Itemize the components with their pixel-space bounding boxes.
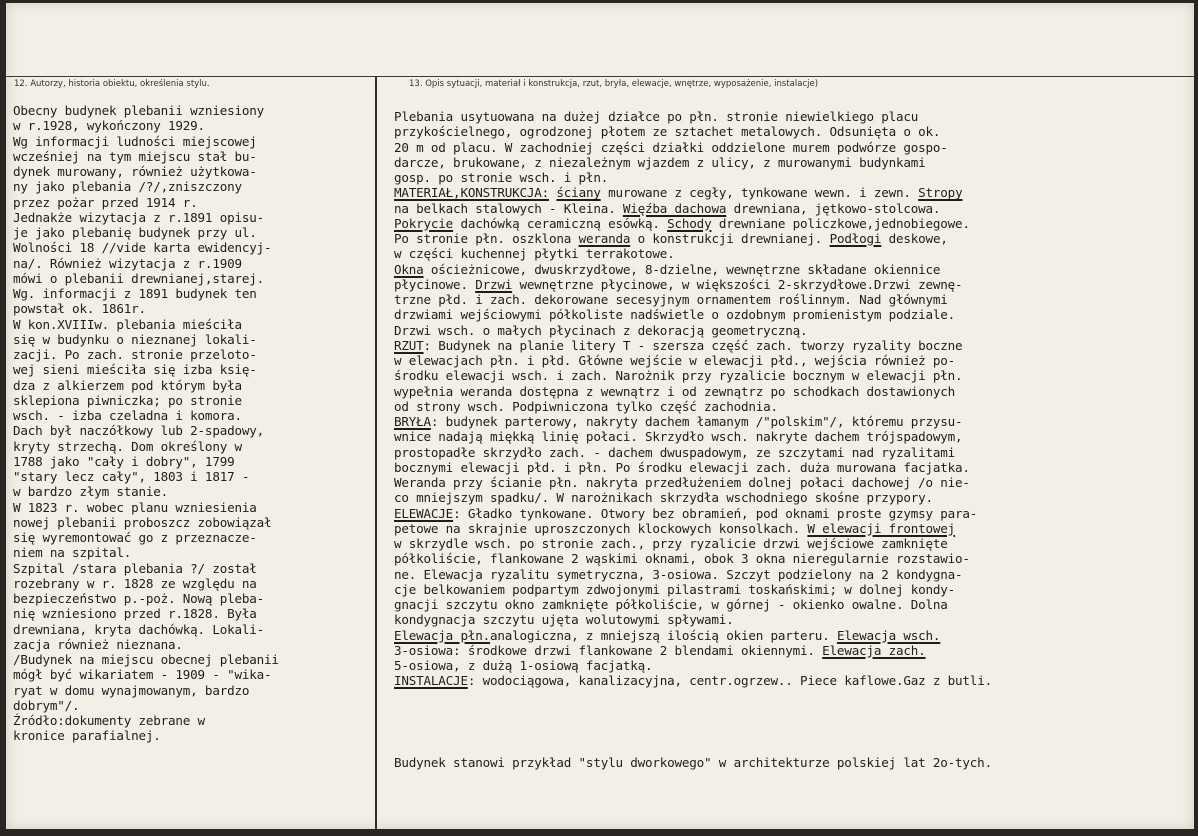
text-segment: drewniana, jętkowo-stolcowa. xyxy=(726,200,941,216)
history-line: /Budynek na miejscu obecnej plebanii xyxy=(13,652,279,667)
history-line: nię wzniesiono przed r.1828. Była xyxy=(13,606,257,622)
underlined-heading: W elewacji frontowej xyxy=(807,520,956,536)
description-line xyxy=(394,399,1189,414)
history-line: dynek murowany, również użytkowa- xyxy=(13,164,257,179)
description-line xyxy=(394,460,1189,475)
text-segment: Drzwi wsch. o małych płycinach z dekoracją geometryczną. xyxy=(394,322,808,338)
text-segment: : budynek parterowy, nakryty dachem łamanym /"polskim"/, któremu przysu- xyxy=(430,414,963,429)
description-line xyxy=(394,643,1189,658)
history-line: nowej plebanii proboszcz zobowiązał xyxy=(13,514,272,530)
text-segment: wewnętrzne płycinowe, w większości 2-skrzydłowe.Drzwi zewnę- xyxy=(512,276,963,292)
history-line: bezpieczeństwo p.-poż. Nową pleba- xyxy=(13,591,264,606)
text-segment: darcze, brukowane, z niezależnym wjazdem z ulicy, z murowanymi budynkami xyxy=(394,154,926,170)
description-line xyxy=(394,368,1189,383)
history-line: Wolności 18 //vide karta ewidencyj- xyxy=(13,240,272,256)
text-segment: dachówką ceramiczną esówką. xyxy=(453,215,668,231)
column-divider-line xyxy=(375,77,377,829)
history-line: Dach był naczółkowy lub 2-spadowy, xyxy=(13,423,264,439)
text-segment: : Gładko tynkowane. Otwory bez obramień, pod oknami proste gzymsy para- xyxy=(453,505,978,521)
history-line: ny jako plebania /?/,zniszczony xyxy=(13,179,242,195)
description-line xyxy=(394,536,1189,551)
history-line: 1788 jako "cały i dobry", 1799 xyxy=(13,453,235,469)
text-segment: o konstrukcji drewnianej. xyxy=(630,231,830,246)
description-line xyxy=(394,551,1189,566)
history-line: ryat w domu wynajmowanym, bardzo xyxy=(13,682,250,698)
description-line xyxy=(394,612,1189,627)
underlined-heading: RZUT xyxy=(394,337,424,353)
underlined-heading: Elewacja zach. xyxy=(822,642,926,658)
text-segment: Weranda przy ścianie płn. nakryta przedłużeniem dolnej połaci dachowej /o nie- xyxy=(394,475,970,490)
description-line xyxy=(394,658,1189,673)
description-line xyxy=(394,445,1189,460)
history-line: się w budynku o nieznanej lokali- xyxy=(13,331,257,347)
history-line: rozebrany w r. 1828 ze względu na xyxy=(13,575,257,591)
header-divider-line xyxy=(6,76,1194,77)
history-text-column xyxy=(13,103,373,744)
history-line: dza z alkierzem pod którym była xyxy=(13,377,242,393)
text-segment: 3-osiowa: środkowe drzwi flankowane 2 blendami okiennymi. xyxy=(394,642,823,658)
history-line: wsch. - izba czeladna i komora. xyxy=(13,408,242,423)
history-line: wej sieni mieściła się izba księ- xyxy=(13,362,257,378)
underlined-heading: Pokrycie xyxy=(394,215,454,231)
description-line xyxy=(394,338,1189,353)
text-segment: Plebania usytuowana na dużej działce po płn. stronie niewielkiego placu xyxy=(394,109,919,124)
history-line: je jako plebanię budynek przy ul. xyxy=(13,225,257,240)
text-segment: prostopadłe skrzydło zach. - dachem dwuspadowym, ze szczytami nad ryzalitami xyxy=(394,444,956,460)
history-line: dobrym"/. xyxy=(13,697,80,713)
history-line: Wg informacji ludności miejscowej xyxy=(13,133,257,149)
description-line xyxy=(394,155,1189,170)
history-line: przez pożar przed 1914 r. xyxy=(13,194,198,210)
text-segment: od strony wsch. Podpiwniczona tylko część zachodnia. xyxy=(394,398,778,414)
description-line xyxy=(394,170,1189,185)
description-line xyxy=(394,506,1189,521)
text-segment: : wodociągowa, kanalizacyjna, centr.ogrzew.. Piece kaflowe.Gaz z butli. xyxy=(467,673,992,689)
description-line xyxy=(394,124,1189,139)
underlined-heading: INSTALACJE xyxy=(394,673,468,689)
text-segment: wnice nadają miękką linię połaci. Skrzydło wsch. nakryte dachem trójspadowym, xyxy=(394,429,963,445)
text-segment: kondygnacja szczytu ujęta wolutowymi spływami. xyxy=(394,612,734,628)
underlined-heading: Więźba dachowa xyxy=(622,200,727,216)
text-segment: deskowe, xyxy=(881,231,948,246)
history-line: wcześniej na tym miejscu stał bu- xyxy=(13,148,257,164)
description-line xyxy=(394,353,1189,368)
history-line: Szpital /stara plebania ?/ został xyxy=(13,560,257,576)
description-line xyxy=(394,201,1189,216)
description-line xyxy=(394,475,1189,490)
history-line: powstał ok. 1861r. xyxy=(13,301,146,317)
underlined-heading: Drzwi xyxy=(475,276,513,292)
text-segment: Po stronie płn. oszklona xyxy=(394,231,579,246)
history-line: w bardzo złym stanie. xyxy=(13,484,169,500)
history-line: W 1823 r. wobec planu wzniesienia xyxy=(13,499,257,515)
text-segment: drewniane policzkowe,jednobiegowe. xyxy=(711,215,970,231)
text-segment: w części kuchennej płytki terrakotowe. xyxy=(394,246,675,262)
description-line xyxy=(394,216,1189,231)
right-section-header: 13. Opis sytuacji, materiał i konstrukcja, rzut, bryła, elewacje, wnętrze, wyposażenie, instalacje) xyxy=(409,79,819,89)
text-segment: gosp. po stronie wsch. i płn. xyxy=(394,170,609,185)
description-line xyxy=(394,414,1189,429)
history-line: Wg. informacji z 1891 budynek ten xyxy=(13,286,257,301)
underlined-heading: Schody xyxy=(667,215,712,231)
text-segment: : Budynek na planie litery T - szersza część zach. tworzy ryzality boczne xyxy=(423,337,963,353)
history-line: Źródło:dokumenty zebrane w xyxy=(13,713,205,728)
history-line: sklepiona piwniczka; po stronie xyxy=(13,392,242,408)
underlined-heading: ELEWACJE xyxy=(394,505,454,521)
history-line: niem na szpital. xyxy=(13,545,132,561)
underlined-heading: weranda xyxy=(578,231,631,246)
text-segment: płycinowe. xyxy=(394,276,476,292)
text-segment: gnacji szczytu okno zamknięte półkoliście, w górnej - okienko owalne. Dolna xyxy=(394,597,948,612)
text-segment: w skrzydle wsch. po stronie zach., przy ryzalicie drzwi wejściowe zamknięte xyxy=(394,536,948,551)
text-segment: wypełnia weranda dostępna z wewnątrz i od zewnątrz po schodkach dostawionych xyxy=(394,383,956,399)
text-segment: środku elewacji wsch. i zach. Narożnik przy ryzalicie bocznym w elewacji płn. xyxy=(394,368,963,384)
description-line xyxy=(394,109,1189,124)
history-line: W kon.XVIIIw. plebania mieściła xyxy=(13,316,242,332)
text-segment: drzwiami wejściowymi półkoliste nadświetle o ozdobnym promienistym podziale. xyxy=(394,307,956,323)
description-line xyxy=(394,521,1189,536)
text-segment: murowane z cegły, tynkowane wewn. i zewn. xyxy=(600,185,919,201)
text-segment: ne. Elewacja ryzalitu symetryczna, 3-osiowa. Szczyt podzielony na 2 kondygna- xyxy=(394,566,963,582)
history-line: kryty strzechą. Dom określony w xyxy=(13,438,242,454)
description-line xyxy=(394,185,1189,200)
history-line: "stary lecz cały", 1803 i 1817 - xyxy=(13,469,250,484)
text-segment: bocznymi elewacji płd. i płn. Po środku elewacji zach. duża murowana facjatka. xyxy=(394,459,970,475)
history-line: mówi o plebanii drewnianej,starej. xyxy=(13,270,264,286)
history-line: na/. Również wizytacja z r.1909 xyxy=(13,255,242,271)
history-line: zacji. Po zach. stronie przeloto- xyxy=(13,347,257,362)
description-line xyxy=(394,628,1189,643)
text-segment: przykościelnego, ogrodzonej płotem ze sztachet metalowych. Odsunięta o ok. xyxy=(394,124,941,140)
description-line xyxy=(394,429,1189,444)
text-segment: co mniejszym spadku/. W narożnikach skrzydła wschodniego skośne przypory. xyxy=(394,490,933,506)
text-segment: trzne płd. i zach. dekorowane secesyjnym ornamentem roślinnym. Nad głównymi xyxy=(394,292,948,307)
description-line xyxy=(394,567,1189,582)
text-segment: 5-osiowa, z dużą 1-osiową facjatką. xyxy=(394,658,653,673)
text-segment: w elewacjach płn. i płd. Główne wejście w elewacji płd., wejścia również po- xyxy=(394,353,956,368)
underlined-heading: BRYŁA xyxy=(394,414,431,429)
description-line xyxy=(394,262,1189,277)
description-line xyxy=(394,384,1189,399)
left-section-header: 12. Autorzy, historia obiektu, określenia stylu. xyxy=(14,79,210,89)
history-line: się wyremontować go z przeznacze- xyxy=(13,530,257,545)
description-line xyxy=(394,490,1189,505)
history-line: kronice parafialnej. xyxy=(13,728,161,744)
history-line: Jednakże wizytacja z r.1891 opisu- xyxy=(13,209,264,225)
history-line: mógł być wikariatem - 1909 - "wika- xyxy=(13,667,272,683)
description-line xyxy=(394,231,1189,246)
underlined-heading: Okna xyxy=(394,261,424,277)
description-line xyxy=(394,140,1189,155)
text-segment: cje belkowaniem podpartym zdwojonymi pilastrami toskańskimi; w dolnej kondy- xyxy=(394,581,956,597)
description-text-column xyxy=(394,109,1189,689)
description-line xyxy=(394,277,1189,292)
underlined-heading: ściany xyxy=(556,185,601,201)
underlined-heading: Podłogi xyxy=(829,231,882,246)
text-segment: analogiczna, z mniejszą ilością okien parteru. xyxy=(489,627,837,643)
description-line xyxy=(394,597,1189,612)
style-summary-text: Budynek stanowi przykład "stylu dworkowego" w architekturze polskiej lat 2o-tych. xyxy=(394,755,992,770)
history-line: Obecny budynek plebanii wzniesiony xyxy=(13,103,264,118)
archival-record-card xyxy=(6,3,1194,829)
text-segment: petowe na skrajnie uproszczonych klockowych konsolkach. xyxy=(394,520,808,536)
description-line xyxy=(394,307,1189,322)
description-line xyxy=(394,673,1189,688)
text-segment: na belkach stalowych - Kleina. xyxy=(394,200,623,216)
underlined-heading: MATERIAŁ,KONSTRUKCJA: xyxy=(394,185,550,201)
text-segment: ościeżnicowe, dwuskrzydłowe, 8-dzielne, wewnętrzne składane okiennice xyxy=(423,261,941,277)
description-line xyxy=(394,292,1189,307)
history-line: w r.1928, wykończony 1929. xyxy=(13,118,205,134)
underlined-heading: Elewacja wsch. xyxy=(836,627,941,643)
history-line: zacja również nieznana. xyxy=(13,636,183,652)
description-line xyxy=(394,323,1189,338)
history-line: drewniana, kryta dachówką. Lokali- xyxy=(13,621,264,637)
description-line xyxy=(394,246,1189,261)
text-segment: półkoliście, flankowane 2 wąskimi oknami, obok 3 okna nieregularnie rozstawio- xyxy=(394,551,970,567)
text-segment: 20 m od placu. W zachodniej części działki oddzielone murem podwórze gospo- xyxy=(394,139,948,155)
underlined-heading: Stropy xyxy=(918,185,963,201)
description-line xyxy=(394,582,1189,597)
underlined-heading: Elewacja płn. xyxy=(394,627,490,643)
